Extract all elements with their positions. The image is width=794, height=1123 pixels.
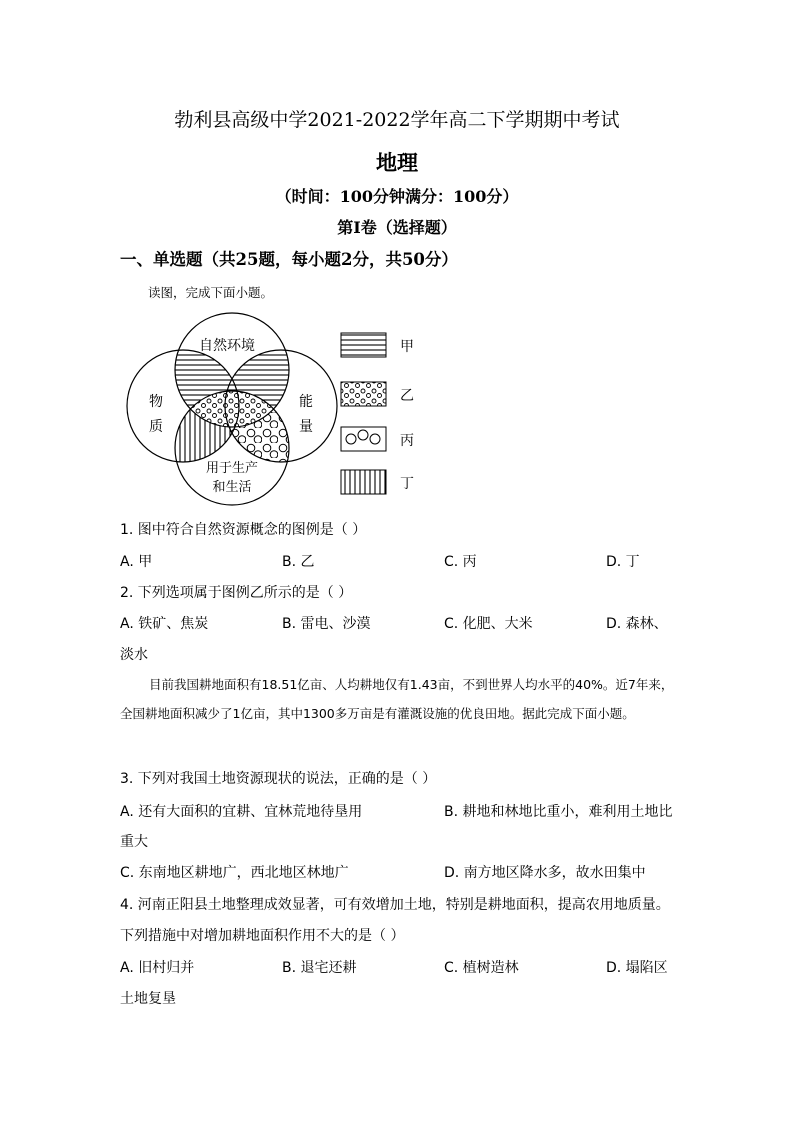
- q1-option-b: B. 乙: [282, 554, 315, 570]
- q1-option-a: A. 甲: [120, 554, 153, 570]
- label-energy-1: 能: [299, 394, 313, 410]
- legend-swatch-ding: [341, 470, 386, 494]
- q4-option-b: B. 退宅还耕: [282, 960, 357, 976]
- legend-label-bing: 丙: [400, 433, 414, 449]
- q1-option-c: C. 丙: [444, 554, 477, 570]
- section-heading: 一、单选题（共25题，每小题2分，共50分）: [120, 250, 458, 269]
- question-1-stem: 1. 图中符合自然资源概念的图例是（ ）: [120, 522, 367, 538]
- q3-option-a: A. 还有大面积的宜耕、宜林荒地待垦用: [120, 804, 363, 820]
- question-4-stem-line-2: 下列措施中对增加耕地面积作用不大的是（ ）: [120, 928, 405, 944]
- q3-option-b-continuation: 重大: [120, 834, 148, 850]
- volume-title: 第I卷（选择题）: [337, 218, 457, 237]
- q3-option-c: C. 东南地区耕地广，西北地区林地广: [120, 865, 349, 881]
- q2-option-b: B. 雷电、沙漠: [282, 616, 371, 632]
- exam-title: 勃利县高级中学2021-2022学年高二下学期期中考试: [174, 109, 620, 131]
- legend-swatch-jia: [341, 333, 386, 357]
- legend-swatch-bing: [341, 427, 386, 451]
- subject-title: 地理: [376, 150, 418, 175]
- label-material-1: 物: [149, 394, 163, 410]
- exam-time-score: （时间：100分钟满分：100分）: [275, 187, 519, 206]
- legend-label-jia: 甲: [400, 339, 414, 355]
- question-2-stem: 2. 下列选项属于图例乙所示的是（ ）: [120, 585, 353, 601]
- label-natural-environment: 自然环境: [199, 338, 255, 354]
- question-3-stem: 3. 下列对我国土地资源现状的说法，正确的是（ ）: [120, 771, 437, 787]
- passage-text: 目前我国耕地面积有18.51亿亩、人均耕地仅有1.43亩，不到世界人均水平的40%。近7年来，全国耕地面积减少了1亿亩，其中1300多万亩是有灌溉设施的优良田地。据此完成下面小题。: [120, 677, 674, 721]
- label-production-2: 和生活: [212, 480, 252, 495]
- q2-option-d: D. 森林、: [606, 616, 668, 632]
- q2-option-a: A. 铁矿、焦炭: [120, 616, 209, 632]
- label-production-1: 用于生产: [205, 461, 259, 476]
- q4-option-c: C. 植树造林: [444, 960, 519, 976]
- legend-label-ding: 丁: [400, 476, 414, 492]
- venn-diagram: [118, 308, 428, 508]
- label-energy-2: 量: [299, 419, 313, 435]
- q3-option-b: B. 耕地和林地比重小，难利用土地比: [444, 804, 673, 820]
- q4-option-a: A. 旧村归并: [120, 960, 195, 976]
- question-4-stem-line-1: 4. 河南正阳县土地整理成效显著，可有效增加土地，特别是耕地面积，提高农用地质量。: [120, 897, 670, 913]
- legend: [341, 333, 414, 494]
- q3-option-d: D. 南方地区降水多，故水田集中: [444, 865, 646, 881]
- q4-option-d-continuation: 土地复垦: [120, 991, 176, 1007]
- q2-option-d-continuation: 淡水: [120, 647, 148, 663]
- figure-instruction: 读图，完成下面小题。: [148, 285, 274, 300]
- q1-option-d: D. 丁: [606, 554, 640, 570]
- q4-option-d: D. 塌陷区: [606, 960, 668, 976]
- q2-option-c: C. 化肥、大米: [444, 616, 533, 632]
- legend-swatch-yi: [341, 382, 386, 406]
- legend-label-yi: 乙: [400, 388, 414, 404]
- label-material-2: 质: [149, 419, 163, 435]
- reading-passage: [120, 670, 680, 728]
